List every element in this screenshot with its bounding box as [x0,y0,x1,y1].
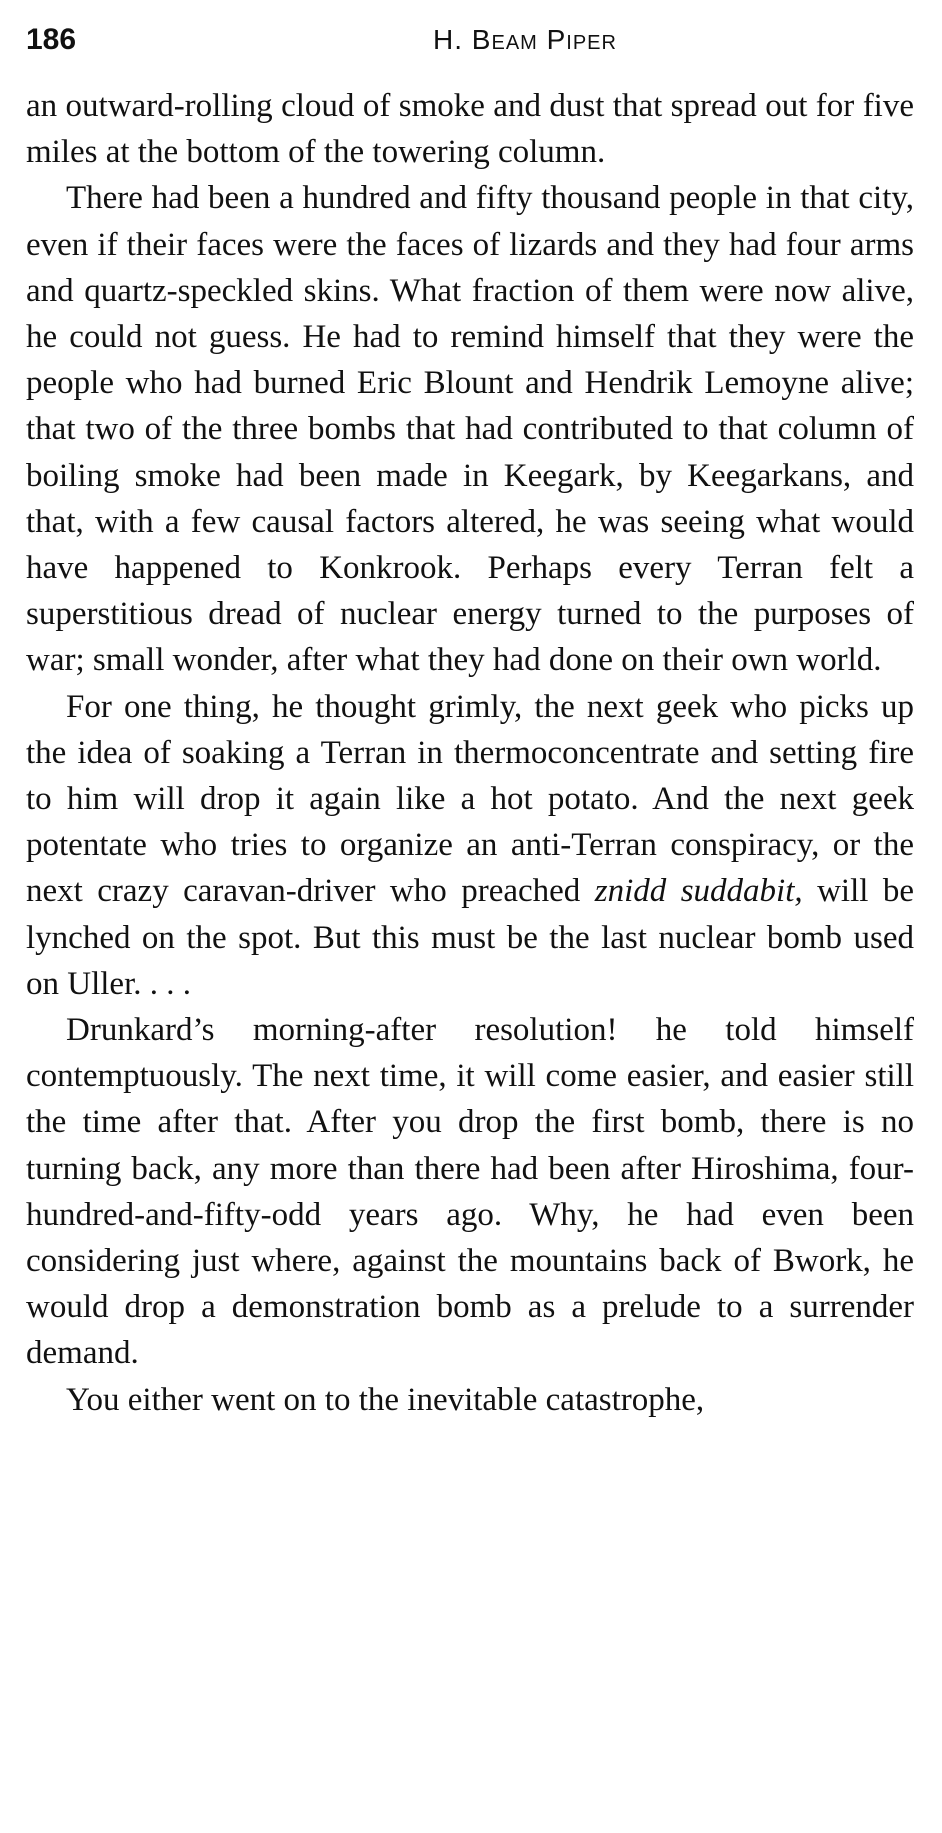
running-title: H. Beam Piper [433,24,617,55]
paragraph-3-text-before: For one thing, he thought grimly, the next geek who picks up the idea of soaking a Terran in thermoconcentrate and setting fire to him will drop it again like a hot potato. And the next geek potentate who tries to organize an anti-Terran conspiracy, or the next crazy caravan-driver who preached [26,688,914,910]
paragraph-3-text-after: will be lynched on the spot. But this must be the last nuclear bomb used on Uller. . . . [26,873,914,1002]
paragraph-4: Drunkard’s morning-after resolution! he told himself contemptuously. The next time, it will come easier, and easier still the time after that. After you drop the first bomb, there is no turning back, any more than there had been after Hiroshima, four-hundred-and-fifty-odd years ago. Why, he had even been considering just where, against the mountains back of Bwork, he would drop a demonstration bomb as a prelude to a surrender demand. [26,1012,914,1372]
paragraph-3 [26,684,914,1007]
body-text [26,83,914,1423]
paragraph-5: You either went on to the inevitable catastrophe, [66,1381,705,1418]
paragraph-1: an outward-rolling cloud of smoke and dust that spread out for five miles at the bottom of the towering column. [26,88,914,171]
paragraph-2: There had been a hundred and fifty thousand people in that city, even if their faces were the faces of lizards and they had four arms and quartz-speckled skins. What fraction of them were now alive, he could not guess. He had to remind himself that they were the people who had burned Eric Blount and Hendrik Lemoyne alive; that two of the three bombs that had contributed to that column of boiling smoke had been made in Keegark, by Keegarkans, and that, with a few causal factors altered, he was seeing what would have happened to Konkrook. Perhaps every Terran felt a superstitious dread of nuclear energy turned to the purposes of war; small wonder, after what they had done on their own world. [26,180,914,679]
paragraph-3-emphasis: znidd suddabit, [594,873,803,910]
page-number: 186 [26,23,77,56]
running-head [26,20,914,60]
